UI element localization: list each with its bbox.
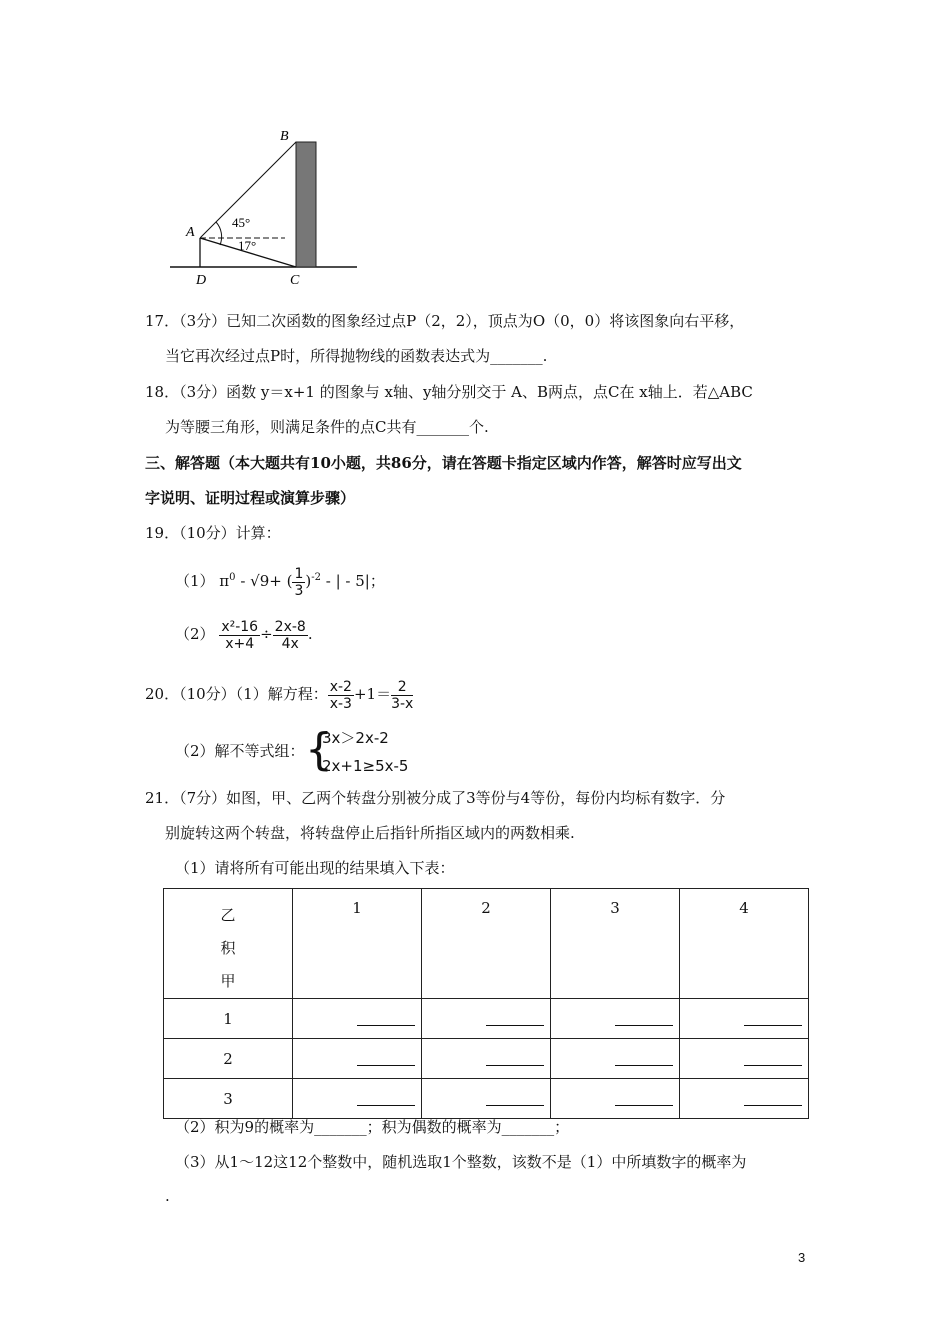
q19-p2-frac2-den: 4x — [281, 635, 299, 652]
q19-p2-frac1-num: x²-16 — [221, 618, 259, 635]
col-header-4: 4 — [680, 889, 809, 999]
table-row — [164, 1039, 809, 1079]
q20-inequality2: 2x+1≥5x-5 — [322, 757, 409, 775]
label-C: C — [290, 273, 300, 288]
geometry-figure — [160, 120, 370, 290]
answer-blank[interactable] — [615, 1091, 673, 1106]
q21-part1: （1）请将所有可能出现的结果填入下表： — [175, 859, 455, 877]
table-header-row — [164, 889, 809, 999]
q19-p1-prefix: （1） π — [175, 572, 230, 590]
answer-blank[interactable] — [486, 1051, 544, 1066]
answer-cell[interactable] — [680, 1079, 809, 1119]
q20-frac1-den: x-3 — [329, 695, 352, 712]
q19-p1-exp0: 0 — [229, 572, 236, 583]
answer-blank[interactable] — [615, 1011, 673, 1026]
q19-heading: 19．（10分）计算： — [145, 524, 281, 542]
answer-cell[interactable] — [551, 1079, 680, 1119]
answer-cell[interactable] — [422, 1079, 551, 1119]
q19-p1-tail: - | - 5|； — [320, 572, 385, 590]
row-header-1: 1 — [164, 999, 293, 1039]
q19-p1-frac-den: 3 — [294, 582, 304, 599]
q20-frac1-num: x-2 — [329, 678, 352, 695]
q19-p2-div: ÷ — [260, 625, 273, 643]
answer-blank[interactable] — [744, 1091, 802, 1106]
table-row — [164, 1079, 809, 1119]
answer-blank[interactable] — [744, 1051, 802, 1066]
q20-fraction1 — [328, 679, 354, 712]
corner-label-jia: 甲 — [220, 972, 236, 990]
row-header-2: 2 — [164, 1039, 293, 1079]
q20-frac2-num: 2 — [391, 679, 413, 696]
angle-label-17: 17° — [238, 238, 257, 253]
answer-blank[interactable] — [486, 1091, 544, 1106]
q20-brace: { — [305, 724, 333, 775]
label-A: A — [186, 225, 195, 240]
col-header-2: 2 — [422, 889, 551, 999]
q17-line2: 当它再次经过点P时，所得抛物线的函数表达式为_______. — [165, 347, 548, 365]
q19-p1-fraction — [292, 566, 305, 599]
q20-eq-mid: +1＝ — [353, 685, 392, 703]
answer-cell[interactable] — [422, 1039, 551, 1079]
page-number: 3 — [798, 1250, 806, 1265]
label-D: D — [196, 273, 207, 288]
col-header-3: 3 — [551, 889, 680, 999]
q19-part1 — [175, 563, 385, 599]
angle-arc — [216, 222, 222, 245]
q19-p1-frac-num: 1 — [294, 565, 304, 582]
q20-frac2-den: 3-x — [391, 695, 414, 712]
row-header-3: 3 — [164, 1079, 293, 1119]
table-corner-cell — [164, 889, 293, 999]
answer-blank[interactable] — [615, 1051, 673, 1066]
section3-heading-line2: 字说明、证明过程或演算步骤） — [145, 489, 356, 507]
q18-line2: 为等腰三角形，则满足条件的点C共有_______个. — [165, 418, 489, 436]
q19-p2-end: . — [307, 625, 313, 643]
answer-cell[interactable] — [680, 1039, 809, 1079]
answer-cell[interactable] — [551, 999, 680, 1039]
q20-inequality1: 3x＞2x-2 — [322, 729, 389, 747]
answer-blank[interactable] — [486, 1011, 544, 1026]
q19-p2-fraction2 — [273, 619, 308, 652]
q19-p1-exp: -2 — [311, 572, 321, 583]
answer-blank[interactable] — [357, 1051, 415, 1066]
q19-p2-frac2-num: 2x-8 — [274, 618, 306, 635]
corner-label-yi: 乙 — [220, 906, 236, 924]
q19-p2-prefix: （2） — [175, 625, 215, 643]
q20-fraction2 — [391, 679, 413, 712]
q19-p2-fraction1 — [219, 619, 260, 652]
angle-label-45: 45° — [232, 215, 251, 230]
corner-label-ji: 积 — [220, 939, 236, 957]
q21-part2: （2）积为9的概率为_______；积为偶数的概率为_______； — [175, 1118, 570, 1136]
q17-line1: 17．（3分）已知二次函数的图象经过点P（2，2），顶点为O（0，0）将该图象向右平移， — [145, 312, 745, 330]
q19-p1-close: ) — [305, 572, 312, 590]
answer-cell[interactable] — [293, 1079, 422, 1119]
answer-cell[interactable] — [551, 1039, 680, 1079]
q21-line2: 别旋转这两个转盘，将转盘停止后指针所指区域内的两数相乘. — [165, 824, 575, 842]
col-header-1: 1 — [293, 889, 422, 999]
answer-cell[interactable] — [680, 999, 809, 1039]
q19-part2 — [175, 616, 313, 652]
q20-part2-label: （2）解不等式组： — [175, 742, 305, 760]
table-row — [164, 999, 809, 1039]
answer-blank[interactable] — [744, 1011, 802, 1026]
q21-part3-end: . — [165, 1187, 170, 1205]
q18-line1: 18．（3分）函数 y＝x+1 的图象与 x轴、y轴分别交于 A、B两点，点C在 x轴上．若△ABC — [145, 383, 753, 401]
answer-blank[interactable] — [357, 1091, 415, 1106]
q19-p1-mid: - √9+ ( — [235, 572, 293, 590]
answer-blank[interactable] — [357, 1011, 415, 1026]
q19-p2-frac1-den: x+4 — [225, 635, 255, 652]
answer-cell[interactable] — [422, 999, 551, 1039]
product-table — [163, 888, 809, 1119]
q20-heading: 20．（10分）（1）解方程： — [145, 685, 328, 703]
answer-cell[interactable] — [293, 1039, 422, 1079]
label-B: B — [280, 129, 289, 144]
q20-part1 — [145, 676, 413, 712]
answer-cell[interactable] — [293, 999, 422, 1039]
q21-line1: 21．（7分）如图，甲、乙两个转盘分别被分成了3等份与4等份，每份内均标有数字．分 — [145, 789, 726, 807]
building — [296, 142, 316, 267]
q21-part3: （3）从1～12这12个整数中，随机选取1个整数，该数不是（1）中所填数字的概率为 — [175, 1153, 747, 1171]
section3-heading-line1: 三、解答题（本大题共有10小题，共86分，请在答题卡指定区域内作答，解答时应写出文 — [145, 454, 742, 472]
